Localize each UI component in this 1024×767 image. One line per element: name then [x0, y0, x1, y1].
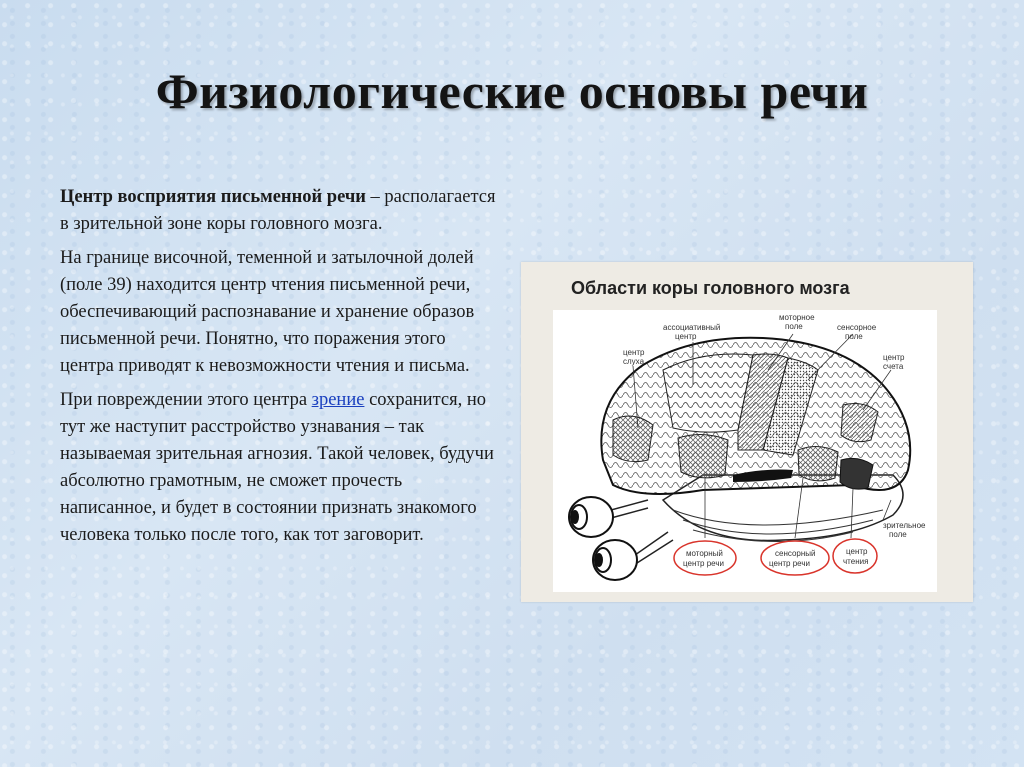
label-sensory-speech-2: центр речи — [769, 559, 810, 568]
figure-canvas — [553, 310, 937, 592]
label-visual-field-2: поле — [889, 530, 907, 539]
label-motor-speech-1: моторный — [686, 549, 723, 558]
text-block — [60, 184, 500, 556]
label-counting-2: счета — [883, 362, 904, 371]
brain-diagram — [553, 310, 937, 592]
paragraph-1-term: Центр восприятия письменной речи — [60, 187, 366, 207]
sensory-speech-region — [798, 446, 838, 480]
hearing-region — [613, 416, 653, 462]
brain-figure — [521, 262, 973, 602]
vision-link[interactable]: зрение — [311, 390, 365, 410]
figure-title: Области коры головного мозга — [571, 278, 850, 298]
label-motor-field-2: поле — [785, 322, 803, 331]
label-sensory-field-2: поле — [845, 332, 863, 341]
label-associative-1: ассоциативный — [663, 323, 721, 332]
paragraph-3 — [60, 387, 500, 549]
paragraph-3-before: При повреждении этого центра — [60, 390, 312, 410]
label-motor-field-1: моторное — [779, 313, 815, 322]
paragraph-3-after: сохранится, но тут же наступит расстройство узнавания – так называемая зрительная агнозия. Такой человек, будучи абсолютно грамотным, не сможет прочесть написанное, и будет в состоянии признать знакомого человека только после того, как тот заговорит. — [60, 390, 494, 545]
motor-speech-region — [678, 434, 728, 477]
label-hearing-2: слуха — [623, 357, 645, 366]
reading-region — [840, 458, 873, 489]
paragraph-1 — [60, 184, 500, 238]
label-hearing-1: центр — [623, 348, 645, 357]
label-reading-1: центр — [846, 547, 868, 556]
paragraph-1-rest: – располагается в зрительной зоне коры головного мозга. — [60, 187, 496, 234]
slide-title: Физиологические основы речи — [155, 63, 869, 119]
label-reading-2: чтения — [843, 557, 869, 566]
label-sensory-speech-1: сенсорный — [775, 549, 816, 558]
label-visual-field-1: зрительное — [883, 521, 926, 530]
eye-upper-icon — [569, 497, 648, 537]
label-associative-2: центр — [675, 332, 697, 341]
paragraph-2: На границе височной, теменной и затылочной долей (поле 39) находится центр чтения письменной речи, обеспечивающий распознавание и хранение образов письменной речи. Понятно, что поражения этого центра приводят к невозможности чтения и письма. — [60, 248, 475, 376]
counting-region — [841, 404, 878, 442]
eye-lower-icon — [593, 532, 673, 580]
label-sensory-field-1: сенсорное — [837, 323, 877, 332]
label-motor-speech-2: центр речи — [683, 559, 724, 568]
label-counting-1: центр — [883, 353, 905, 362]
